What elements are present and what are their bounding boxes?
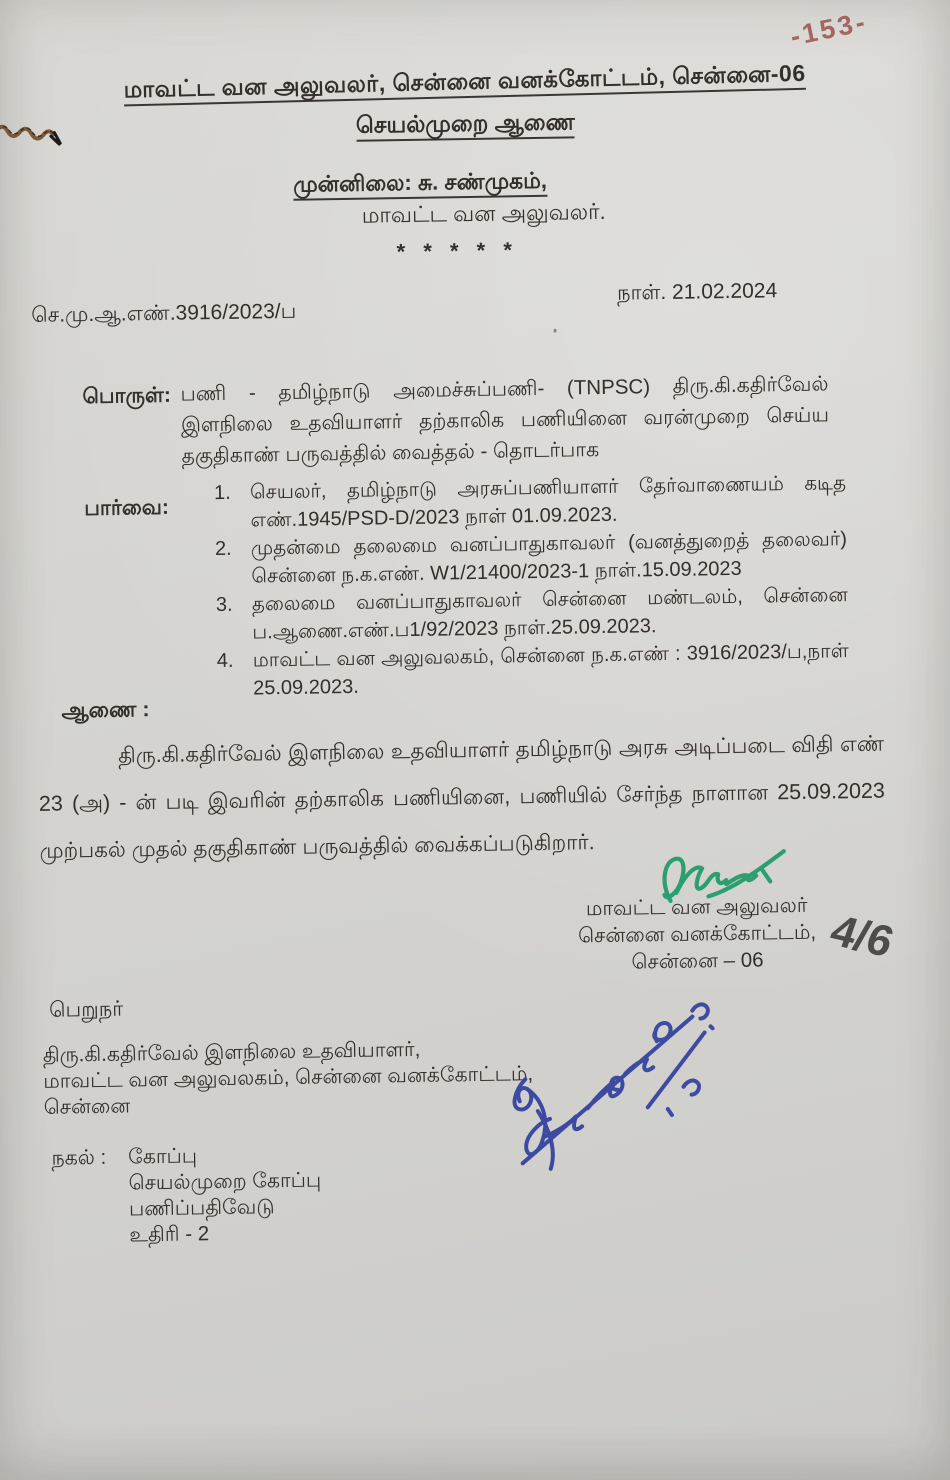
references-label: பார்வை:: [84, 495, 170, 521]
office-header-text: மாவட்ட வன அலுவலர், சென்னை வனக்கோட்டம், சென்னை-06: [123, 60, 806, 107]
signatory-division: சென்னை வனக்கோட்டம்,: [577, 920, 817, 948]
signatory-block: [570, 892, 823, 977]
reference-number: 4.: [216, 649, 234, 673]
office-header: [29, 57, 899, 108]
presence-title: மாவட்ட வன அலுவலர்.: [361, 198, 606, 228]
order-body: திரு.கி.கதிர்வேல் இளநிலை உதவியாளர் தமிழ்நாடு அரசு அடிப்படை விதி எண் 23 (அ) - ன் படி இவரின் தற்காலிக பணியினை, பணியில் சேர்ந்த நாளான 25.09.2023 முற்பகல் முதல் தகுதிகாண் பருவத்தில் வைக்கப்படுகிறார்.: [38, 731, 886, 863]
reference-text: செயலர், தமிழ்நாடு அரசுப்பணியாளர் தேர்வாணையம் கடித எண்.1945/PSD-D/2023 நாள் 01.09.2023.: [249, 472, 847, 531]
order-label: ஆணை :: [61, 697, 150, 723]
proceedings-number: செ.மு.ஆ.எண்.3916/2023/ப: [31, 299, 297, 327]
date-line: நாள். 21.02.2024: [616, 279, 778, 305]
copies-label: நகல் :: [51, 1145, 107, 1170]
reference-number: 3.: [215, 593, 233, 617]
signatory-title: மாவட்ட வன அலுவலர்: [585, 893, 808, 921]
recipient-name-line: திரு.கி.கதிர்வேல் இளநிலை உதவியாளர்,: [42, 1037, 421, 1067]
copy-number-mark: 4/6: [824, 906, 900, 967]
subject-text: பணி - தமிழ்நாடு அமைச்சுப்பணி- (TNPSC) திரு.கி.கதிர்வேல் இளநிலை உதவியாளர் தற்காலிக பணியினை வரன்முறை செய்ய தகுதிகாண் பருவத்தில் வைத்தல் - தொடர்பாக: [180, 372, 830, 468]
copies-block: [51, 1141, 322, 1249]
reference-item: [217, 638, 850, 703]
document-type-title: [30, 103, 900, 147]
copy-item: உதிரி - 2: [129, 1222, 210, 1247]
recipient-address: [43, 1035, 534, 1121]
recipient-office-line: மாவட்ட வன அலுவலகம், சென்னை வனக்கோட்டம்,: [43, 1062, 534, 1093]
reference-item: [216, 582, 849, 647]
references-list: [214, 470, 849, 704]
presence-block: [293, 164, 606, 233]
recipient-city-line: சென்னை: [43, 1094, 131, 1119]
reference-item: [215, 526, 848, 591]
signatory-city: சென்னை – 06: [631, 948, 764, 974]
copy-item: கோப்பு: [128, 1144, 198, 1169]
star-separator: * * * * *: [396, 237, 519, 265]
recipient-label: பெறுநர்: [49, 997, 124, 1022]
reference-text: தலைமை வனப்பாதுகாவலர் சென்னை மண்டலம், சென்னை ப.ஆணை.எண்.ப1/92/2023 நாள்.25.09.2023.: [251, 584, 848, 643]
reference-number: 1.: [213, 481, 231, 505]
reference-number: 2.: [214, 537, 232, 561]
reference-item: [214, 470, 847, 535]
signature-blue: [496, 988, 724, 1182]
document-type-text: செயல்முறை ஆணை: [356, 108, 575, 141]
copy-item: பணிப்பதிவேடு: [128, 1195, 275, 1221]
presence-line: முன்னிலை: சு. சண்முகம்,: [293, 168, 547, 201]
reference-text: முதன்மை தலைமை வனப்பாதுகாவலர் (வனத்துறைத் தலைவர்) சென்னை ந.க.எண். W1/21400/2023-1 நாள்.15.09.2023: [250, 528, 848, 587]
subject-label: பொருள்:: [82, 383, 172, 409]
copies-list: [128, 1141, 322, 1248]
copy-item: செயல்முறை கோப்பு: [128, 1168, 322, 1195]
page-number-annotation: -153-: [787, 6, 871, 52]
reference-text: மாவட்ட வன அலுவலகம், சென்னை ந.க.எண் : 3916/2023/ப,நாள் 25.09.2023.: [252, 640, 849, 699]
scan-speck: [554, 329, 557, 333]
